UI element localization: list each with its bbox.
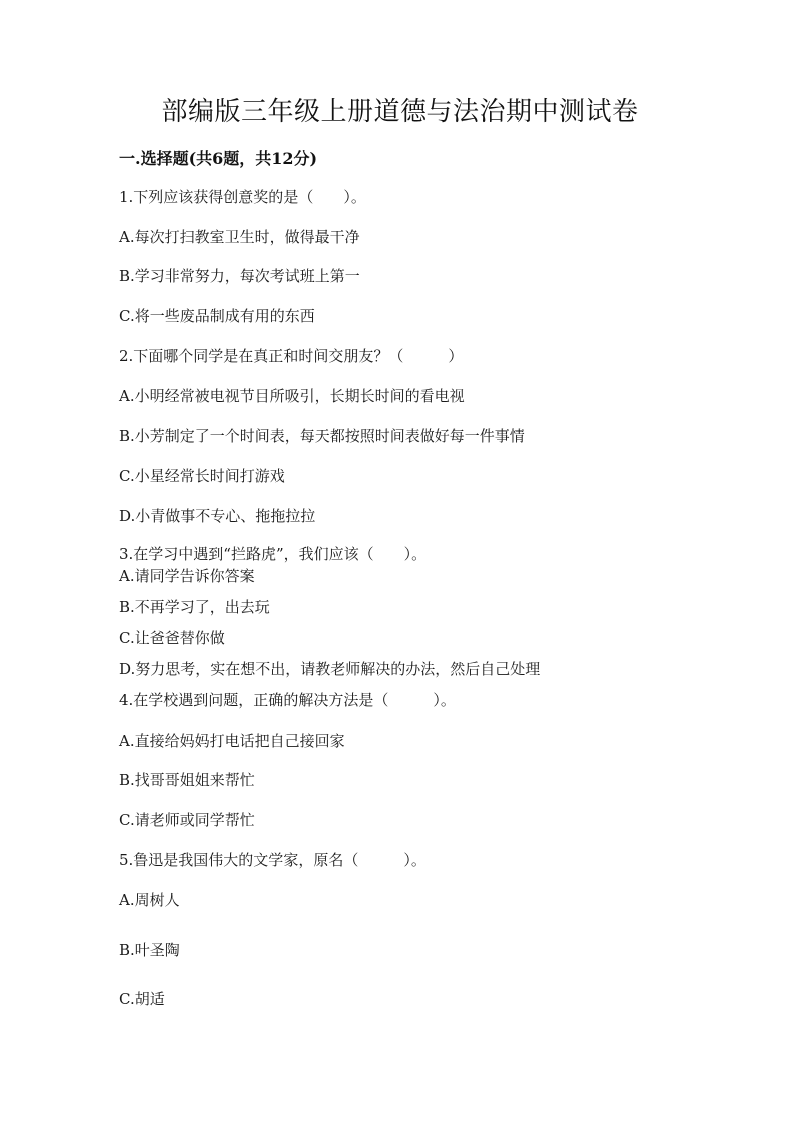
question-3-option-c: C.让爸爸替你做	[119, 629, 225, 647]
question-2-option-d: D.小青做事不专心、拖拖拉拉	[119, 507, 316, 525]
question-4-option-a: A.直接给妈妈打电话把自己接回家	[119, 732, 345, 750]
question-2-option-b: B.小芳制定了一个时间表，每天都按照时间表做好每一件事情	[119, 427, 525, 445]
question-5-option-b: B.叶圣陶	[119, 941, 180, 959]
question-4-option-c: C.请老师或同学帮忙	[119, 811, 255, 829]
question-3-option-b: B.不再学习了，出去玩	[119, 598, 270, 616]
question-1-stem: 1.下列应该获得创意奖的是（ ）。	[119, 188, 366, 206]
question-5-stem: 5.鲁迅是我国伟大的文学家，原名（ ）。	[119, 851, 426, 869]
page-title: 部编版三年级上册道德与法治期中测试卷	[161, 97, 639, 127]
question-1-option-c: C.将一些废品制成有用的东西	[119, 307, 315, 325]
question-2-option-c: C.小星经常长时间打游戏	[119, 467, 285, 485]
question-1-option-a: A.每次打扫教室卫生时，做得最干净	[119, 228, 360, 246]
question-3-option-a: A.请同学告诉你答案	[119, 567, 255, 585]
question-5-option-c: C.胡适	[119, 990, 165, 1008]
question-4-option-b: B.找哥哥姐姐来帮忙	[119, 771, 255, 789]
question-2-option-a: A.小明经常被电视节目所吸引，长期长时间的看电视	[119, 387, 465, 405]
question-5-option-a: A.周树人	[119, 891, 180, 909]
question-2-stem: 2.下面哪个同学是在真正和时间交朋友？（ ）	[119, 347, 464, 365]
section-heading: 一.选择题(共6题，共12分)	[119, 149, 318, 168]
question-3-option-d: D.努力思考，实在想不出，请教老师解决的办法，然后自己处理	[119, 660, 541, 678]
question-3-stem: 3.在学习中遇到“拦路虎”，我们应该（ ）。	[119, 545, 427, 563]
question-4-stem: 4.在学校遇到问题，正确的解决方法是（ ）。	[119, 691, 456, 709]
question-1-option-b: B.学习非常努力，每次考试班上第一	[119, 267, 360, 285]
